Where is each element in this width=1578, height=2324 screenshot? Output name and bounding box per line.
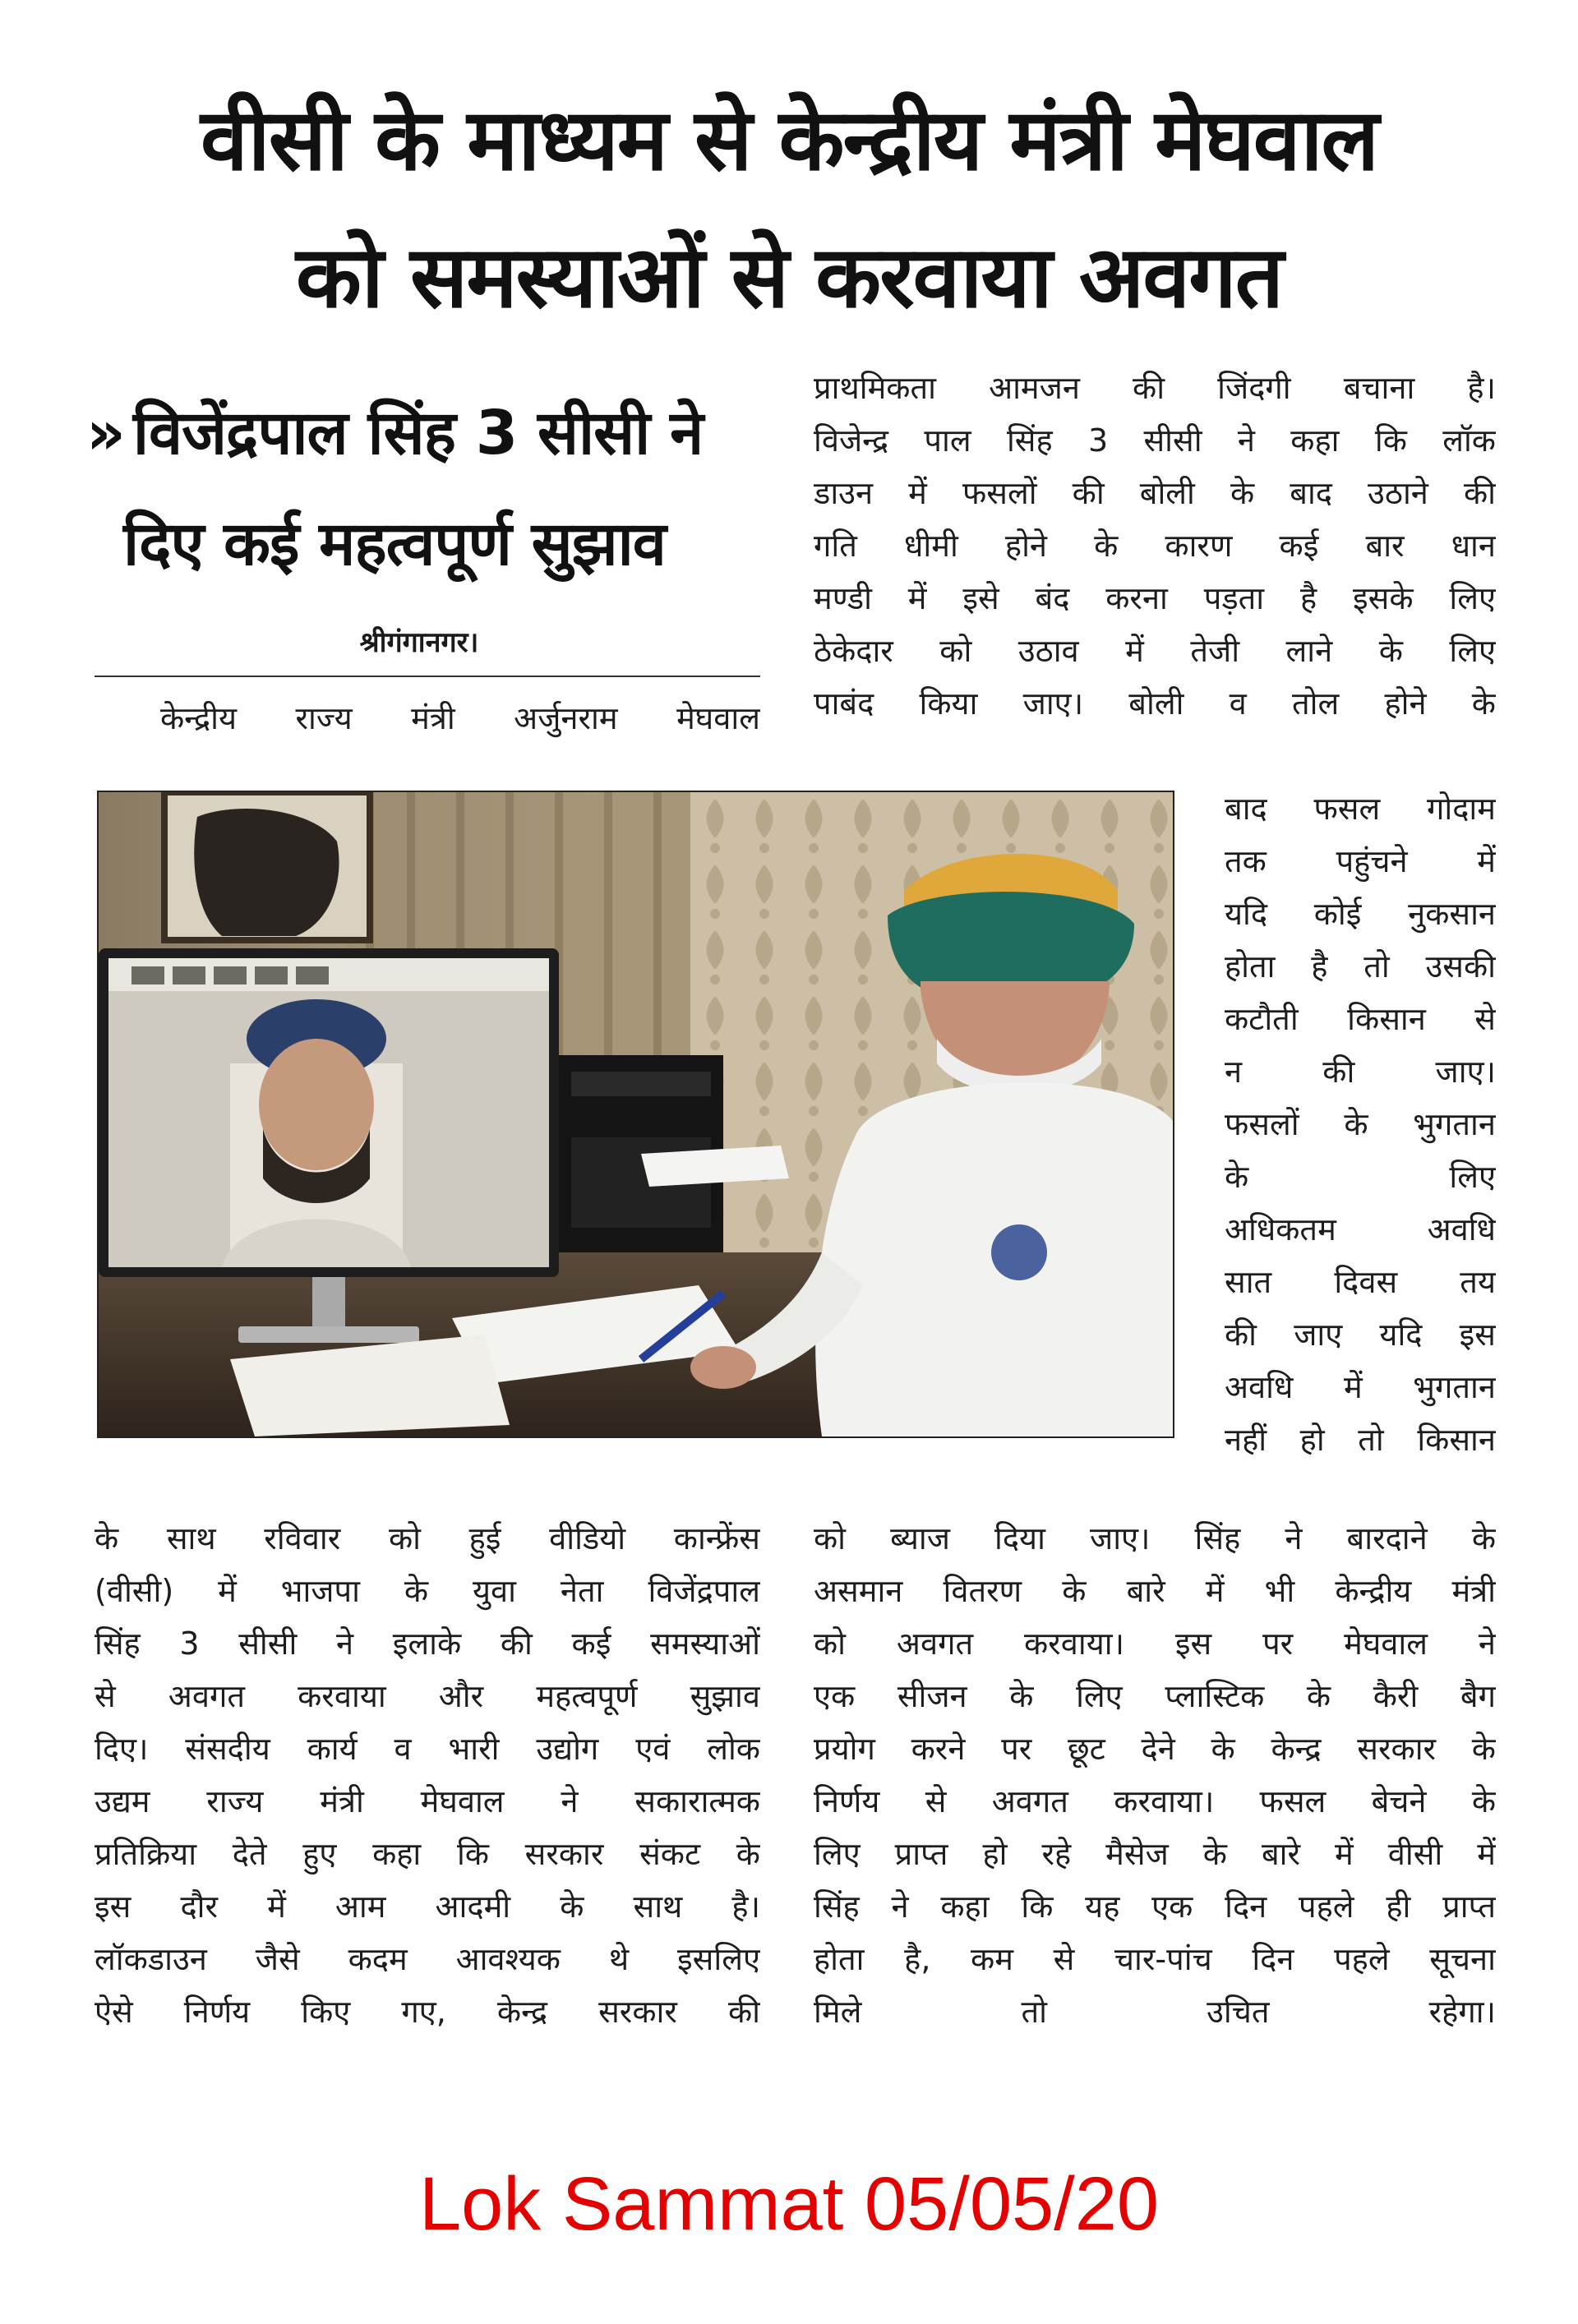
text-line: ठेकेदार को उठाव में तेजी लाने के लिए (814, 633, 1496, 669)
headline-line-2: को समस्याओं से करवाया अवगत (296, 227, 1282, 327)
text-line: तक पहुंचने में (1225, 843, 1496, 879)
text-line: बाद फसल गोदाम (1225, 791, 1496, 827)
subheadline-text-1: विजेंद्रपाल सिंह 3 सीसी ने (132, 398, 704, 468)
text-line: लॉकडाउन जैसे कदम आवश्यक थे इसलिए (95, 1941, 760, 1977)
column-left-bottom (95, 1512, 760, 2038)
divider-rule (95, 676, 760, 677)
column-right-beside-photo (1225, 782, 1496, 1466)
text-line: (वीसी) में भाजपा के युवा नेता विजेंद्रपाल (95, 1573, 760, 1609)
text-line: न की जाए। (1225, 1054, 1496, 1090)
text-line: को अवगत करवाया। इस पर मेघवाल ने (814, 1625, 1496, 1662)
text-line: कटौती किसान से (1225, 1001, 1496, 1037)
column-left-top (160, 692, 760, 745)
text-line: असमान वितरण के बारे में भी केन्द्रीय मंत्री (814, 1573, 1496, 1609)
news-photo-video-conference (97, 791, 1174, 1438)
double-chevron-icon: » (86, 398, 125, 468)
subheadline-line-2: दिए कई महत्वपूर्ण सुझाव (123, 509, 666, 579)
text-line: यदि कोई नुकसान (1225, 896, 1496, 932)
headline-line-1: वीसी के माध्यम से केन्द्रीय मंत्री मेघवाल (200, 90, 1378, 190)
text-line: इस दौर में आम आदमी के साथ है। (95, 1888, 760, 1925)
text-line: प्राथमिकता आमजन की जिंदगी बचाना है। (814, 370, 1496, 406)
text-line: को ब्याज दिया जाए। सिंह ने बारदाने के (814, 1520, 1496, 1556)
text-line: डाउन में फसलों की बोली के बाद उठाने की (814, 475, 1496, 511)
column-right-bottom (814, 1512, 1496, 2038)
text-line: प्रतिक्रिया देते हुए कहा कि सरकार संकट के (95, 1836, 760, 1872)
text-line: सिंह 3 सीसी ने इलाके की कई समस्याओं (95, 1625, 760, 1662)
text-line: की जाए यदि इस (1225, 1316, 1496, 1353)
text-line: अधिकतम अवधि (1225, 1211, 1496, 1247)
text-line: से अवगत करवाया और महत्वपूर्ण सुझाव (95, 1678, 760, 1714)
text-line: के लिए (1225, 1159, 1496, 1195)
text-line: निर्णय से अवगत करवाया। फसल बेचने के (814, 1783, 1496, 1819)
column-right-top (814, 362, 1496, 730)
text-line: केन्द्रीय राज्य मंत्री अर्जुनराम मेघवाल (160, 700, 760, 736)
text-line: प्रयोग करने पर छूट देने के केन्द्र सरकार के (814, 1731, 1496, 1767)
text-line: सात दिवस तय (1225, 1264, 1496, 1300)
text-line: फसलों के भुगतान (1225, 1106, 1496, 1142)
text-line: उद्यम राज्य मंत्री मेघवाल ने सकारात्मक (95, 1783, 760, 1819)
text-line: होता है, कम से चार-पांच दिन पहले सूचना (814, 1941, 1496, 1977)
text-line: मिले तो उचित रहेगा। (814, 1994, 1496, 2030)
text-line: ऐसे निर्णय किए गए, केन्द्र सरकार की (95, 1994, 760, 2030)
text-line: सिंह ने कहा कि यह एक दिन पहले ही प्राप्त (814, 1888, 1496, 1925)
text-line: विजेन्द्र पाल सिंह 3 सीसी ने कहा कि लॉक (814, 422, 1496, 459)
text-line: पाबंद किया जाए। बोली व तोल होने के (814, 685, 1496, 722)
text-line: अवधि में भुगतान (1225, 1369, 1496, 1405)
dateline: श्रीगंगानगर। (359, 626, 479, 659)
text-line: नहीं हो तो किसान (1225, 1422, 1496, 1458)
subheadline-line-1 (86, 398, 768, 468)
text-line: मण्डी में इसे बंद करना पड़ता है इसके लिए (814, 580, 1496, 616)
text-line: के साथ रविवार को हुई वीडियो कान्फ्रेंस (95, 1520, 760, 1556)
text-line: गति धीमी होने के कारण कई बार धान (814, 528, 1496, 564)
text-line: एक सीजन के लिए प्लास्टिक के कैरी बैग (814, 1678, 1496, 1714)
text-line: दिए। संसदीय कार्य व भारी उद्योग एवं लोक (95, 1731, 760, 1767)
text-line: लिए प्राप्त हो रहे मैसेज के बारे में वीसी में (814, 1836, 1496, 1872)
footer-source-credit: Lok Sammat 05/05/20 (418, 2162, 1160, 2246)
text-line: होता है तो उसकी (1225, 948, 1496, 984)
